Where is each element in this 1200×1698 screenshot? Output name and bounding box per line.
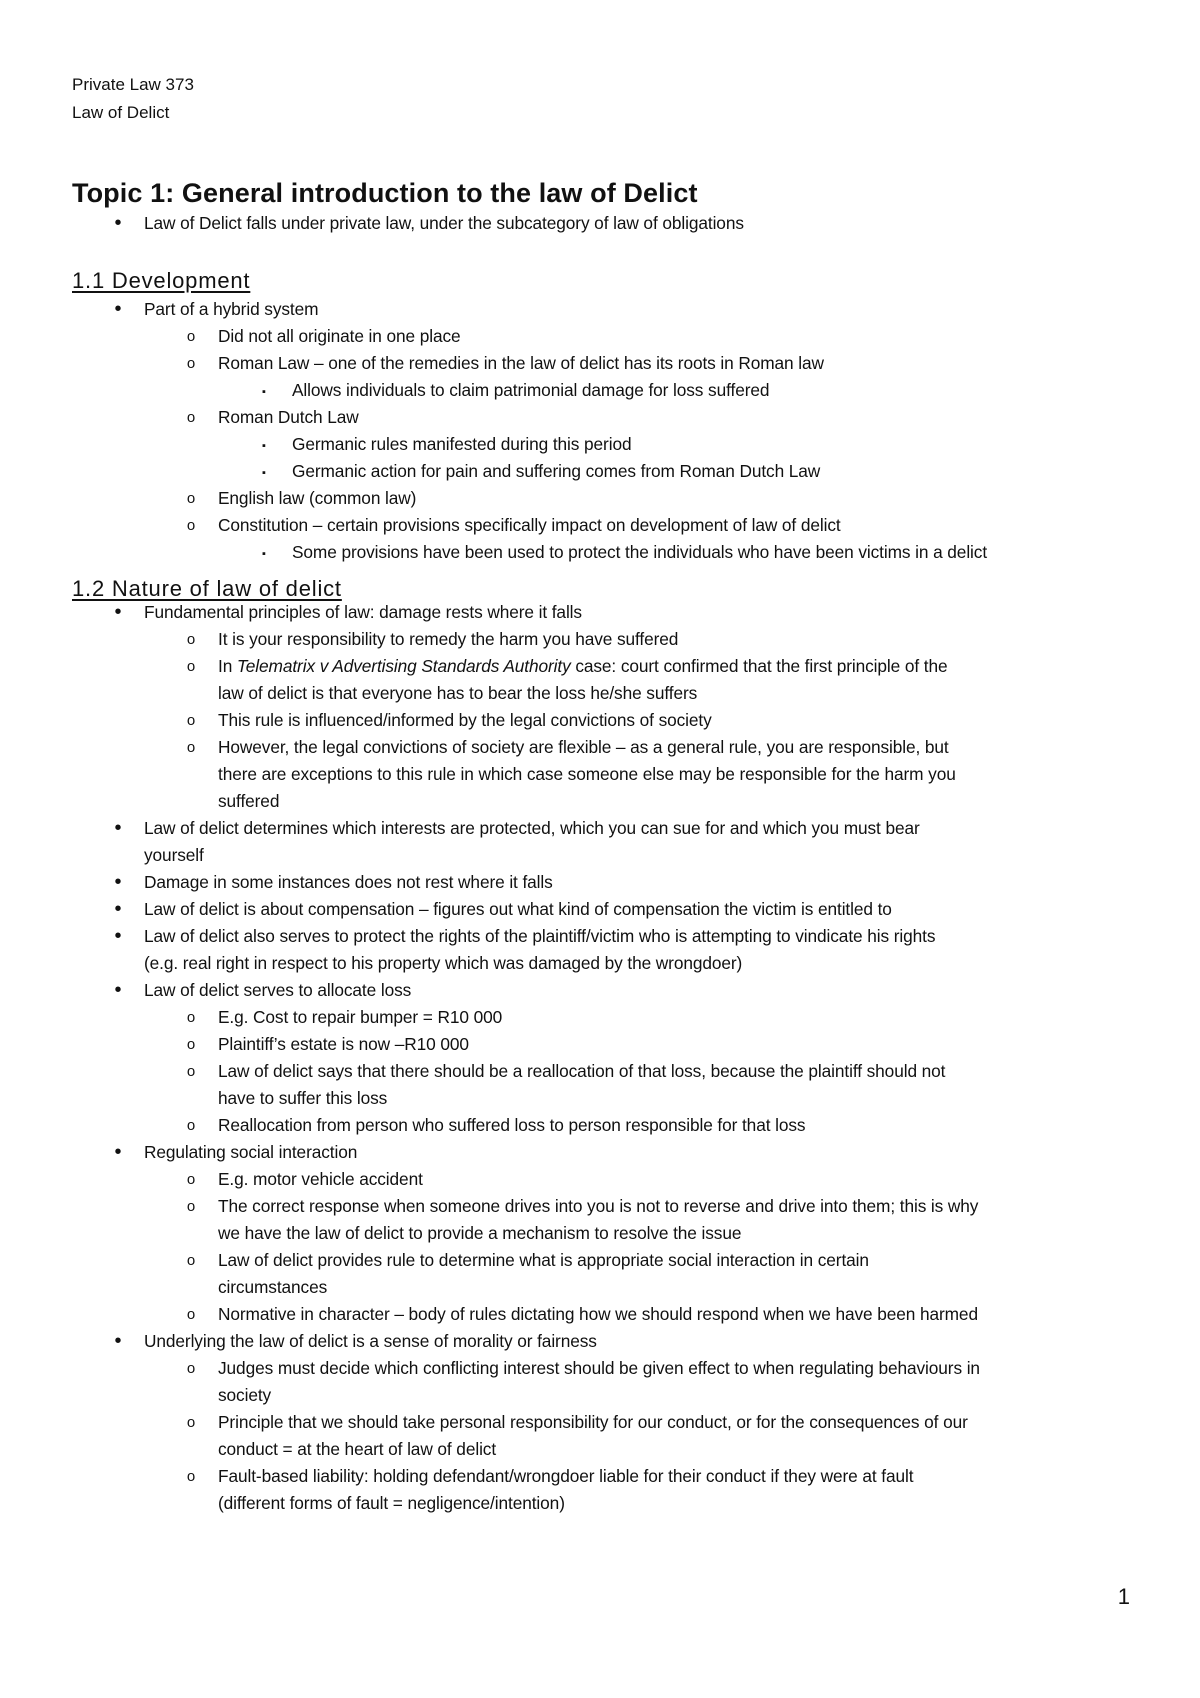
sub-bullet-icon: o [186,490,196,507]
square-bullet-icon: ▪ [262,386,266,398]
list-item-text: (different forms of fault = negligence/intention) [218,1493,565,1513]
list-item-text: English law (common law) [218,488,417,508]
list-item-text: Germanic action for pain and suffering comes from Roman Dutch Law [292,461,821,481]
list-item-text: Reallocation from person who suffered loss to person responsible for that loss [218,1115,806,1135]
bullet-icon: • [114,601,122,623]
square-bullet-icon: ▪ [262,467,266,479]
list-item-text: circumstances [218,1277,328,1297]
square-bullet-icon: ▪ [262,440,266,452]
list-item-text: Damage in some instances does not rest where it falls [144,872,553,892]
list-item-text: Constitution – certain provisions specifically impact on development of law of delict [218,515,841,535]
sub-bullet-icon: o [186,712,196,729]
header-subject: Law of Delict [72,103,170,122]
bullet-icon: • [114,871,122,893]
list-item-text: Part of a hybrid system [144,299,319,319]
sub-bullet-icon: o [186,517,196,534]
sub-bullet-icon: o [186,1198,196,1215]
list-item-text: suffered [218,791,280,811]
bullet-icon: • [114,212,122,234]
list-item-text: However, the legal convictions of society are flexible – as a general rule, you are responsible, but [218,737,949,757]
header-course: Private Law 373 [72,75,194,94]
bullet-icon: • [114,298,122,320]
sub-bullet-icon: o [186,328,196,345]
sub-bullet-icon: o [186,409,196,426]
page-number: 1 [1117,1584,1130,1609]
list-item-text: Regulating social interaction [144,1142,358,1162]
bullet-icon: • [114,925,122,947]
list-item-text-after: case: court confirmed that the first principle of the [570,656,948,676]
bullet-icon: • [114,1141,122,1163]
section-heading-development: 1.1 Development [72,268,251,293]
list-item-text: Germanic rules manifested during this period [292,434,632,454]
list-item-text: Law of Delict falls under private law, under the subcategory of law of obligations [144,213,744,233]
list-item-text-before: In [218,656,237,676]
list-item-text: Some provisions have been used to protect the individuals who have been victims in a delict [292,542,988,562]
list-item-text: Law of delict serves to allocate loss [144,980,412,1000]
list-item-text: conduct = at the heart of law of delict [218,1439,497,1459]
case-name: Telematrix v Advertising Standards Authority [236,656,571,676]
sub-bullet-icon: o [186,1414,196,1431]
list-item-text: Plaintiff’s estate is now –R10 000 [218,1034,469,1054]
list-item-text: Law of delict says that there should be a reallocation of that loss, because the plaintiff should not [218,1061,946,1081]
list-item-text: Law of delict provides rule to determine what is appropriate social interaction in certain [218,1250,869,1270]
list-item-text: Roman Law – one of the remedies in the law of delict has its roots in Roman law [218,353,824,373]
list-item-text: law of delict is that everyone has to bear the loss he/she suffers [218,683,698,703]
list-item-text: Did not all originate in one place [218,326,461,346]
bullet-icon: • [114,817,122,839]
list-item-text: Underlying the law of delict is a sense of morality or fairness [144,1331,597,1351]
list-item-text: have to suffer this loss [218,1088,388,1108]
sub-bullet-icon: o [186,1036,196,1053]
sub-bullet-icon: o [186,1360,196,1377]
sub-bullet-icon: o [186,631,196,648]
list-item-text: Fault-based liability: holding defendant/wrongdoer liable for their conduct if they were at fault [218,1466,914,1486]
sub-bullet-icon: o [186,1171,196,1188]
list-item-text: (e.g. real right in respect to his property which was damaged by the wrongdoer) [144,953,743,973]
list-item-text: Allows individuals to claim patrimonial damage for loss suffered [292,380,770,400]
sub-bullet-icon: o [186,1306,196,1323]
sub-bullet-icon: o [186,1009,196,1026]
sub-bullet-icon: o [186,658,196,675]
list-item-text: yourself [144,845,204,865]
list-item-text: This rule is influenced/informed by the legal convictions of society [218,710,712,730]
list-item-text: Fundamental principles of law: damage rests where it falls [144,602,582,622]
bullet-icon: • [114,979,122,1001]
list-item-text: society [218,1385,272,1405]
list-item-text: The correct response when someone drives into you is not to reverse and drive into them; this is why [218,1196,979,1216]
sub-bullet-icon: o [186,355,196,372]
sub-bullet-icon: o [186,1252,196,1269]
list-item-text: Principle that we should take personal responsibility for our conduct, or for the consequences of our [218,1412,968,1432]
sub-bullet-icon: o [186,739,196,756]
list-item-text: Judges must decide which conflicting interest should be given effect to when regulating behaviours in [218,1358,980,1378]
list-item-text: Law of delict also serves to protect the rights of the plaintiff/victim who is attempting to vindicate his rights [144,926,936,946]
bullet-icon: • [114,898,122,920]
list-item-text: Normative in character – body of rules dictating how we should respond when we have been harmed [218,1304,978,1324]
list-item-text [218,655,948,677]
list-item-text: Law of delict is about compensation – figures out what kind of compensation the victim is entitled to [144,899,892,919]
list-item-text: E.g. motor vehicle accident [218,1169,423,1189]
section-heading-nature: 1.2 Nature of law of delict [72,576,342,601]
topic-title: Topic 1: General introduction to the law of Delict [72,178,698,208]
bullet-icon: • [114,1330,122,1352]
square-bullet-icon: ▪ [262,548,266,560]
list-item-text: Roman Dutch Law [218,407,359,427]
list-item-text: we have the law of delict to provide a mechanism to resolve the issue [218,1223,742,1243]
sub-bullet-icon: o [186,1117,196,1134]
list-item-text: there are exceptions to this rule in which case someone else may be responsible for the harm you [218,764,956,784]
list-item-text: E.g. Cost to repair bumper = R10 000 [218,1007,503,1027]
list-item-text: Law of delict determines which interests are protected, which you can sue for and which you must bear [144,818,920,838]
sub-bullet-icon: o [186,1468,196,1485]
list-item-text: It is your responsibility to remedy the harm you have suffered [218,629,679,649]
sub-bullet-icon: o [186,1063,196,1080]
